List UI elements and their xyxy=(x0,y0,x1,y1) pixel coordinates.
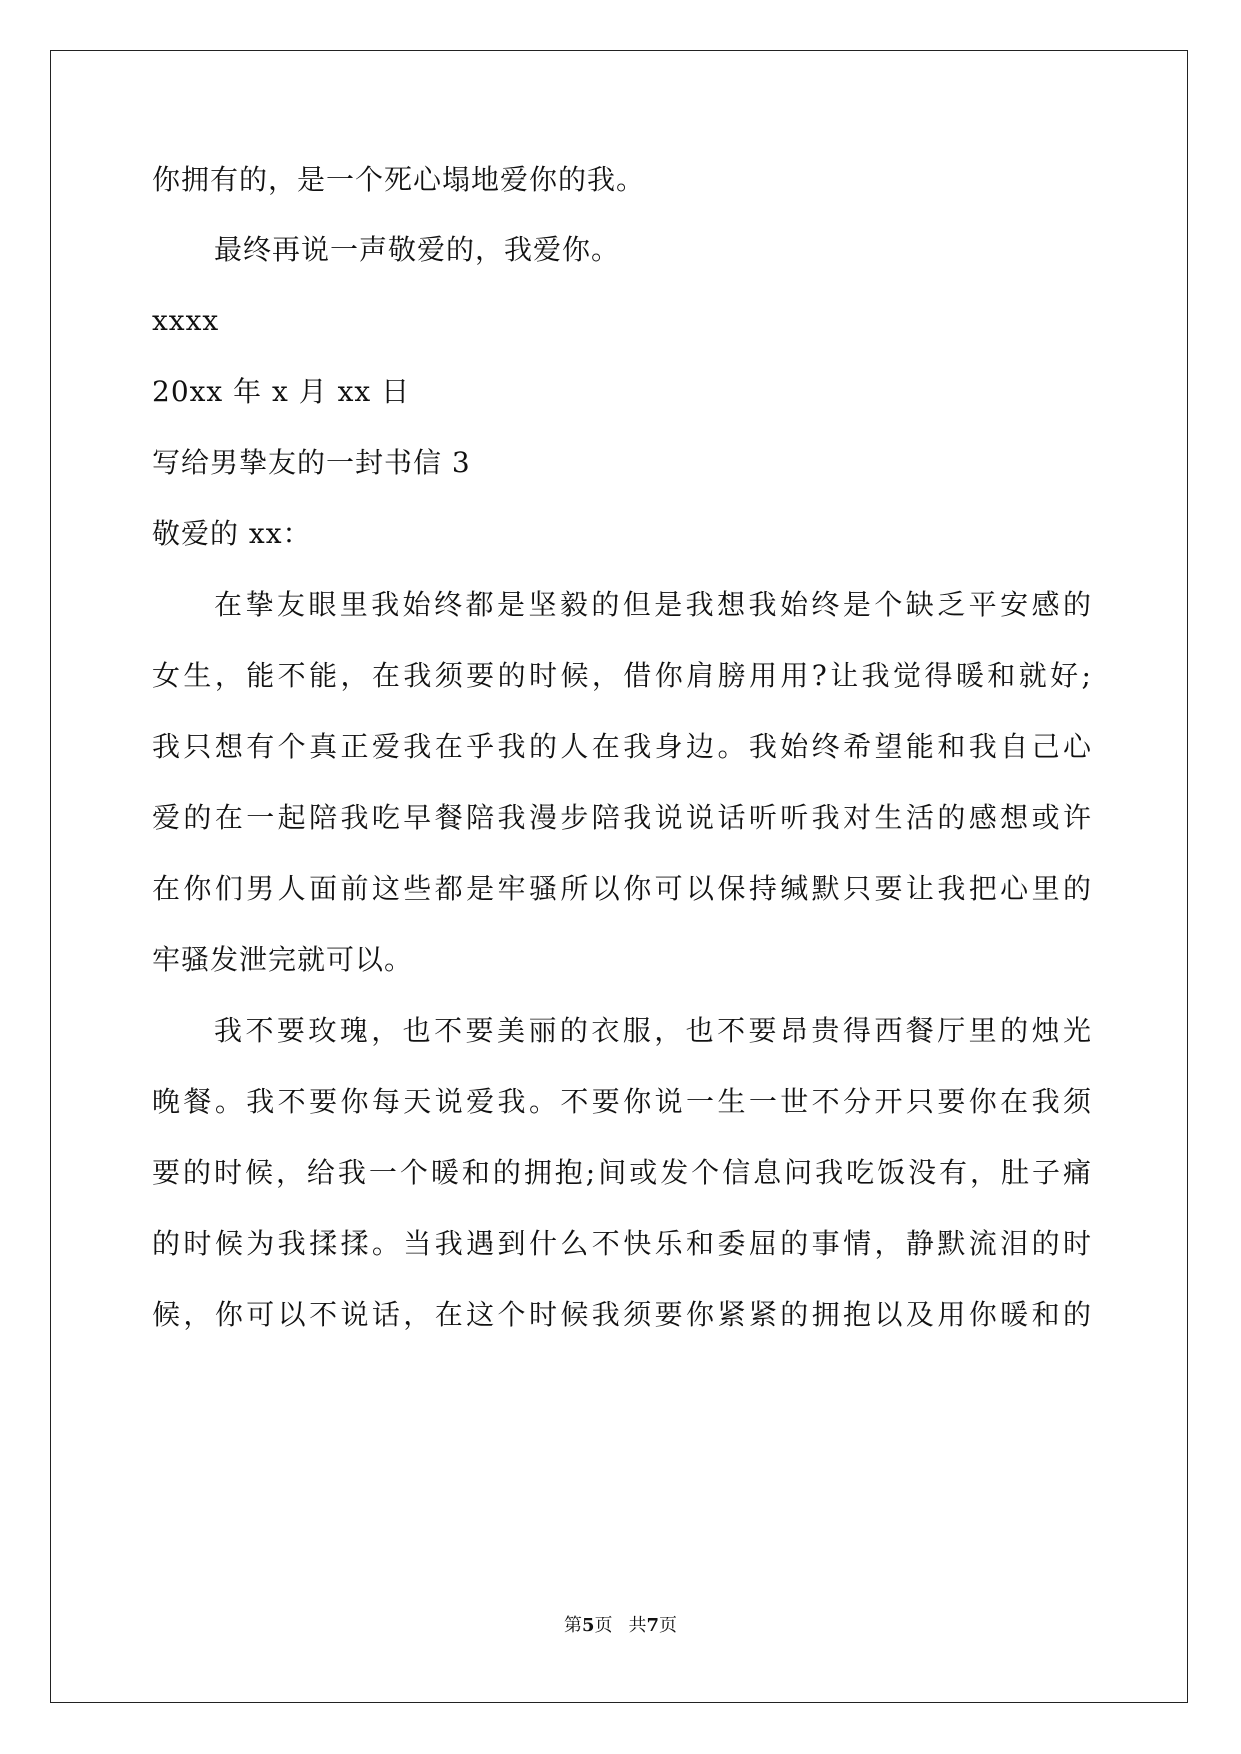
paragraph-1-line-1: 在挚友眼里我始终都是坚毅的但是我想我始终是个缺乏平安感的 xyxy=(214,588,1092,621)
paragraph-1-line-6: 牢骚发泄完就可以。 xyxy=(152,943,414,976)
section-heading: 写给男挚友的一封书信 3 xyxy=(152,446,471,479)
paragraph-1-line-3: 我只想有个真正爱我在乎我的人在我身边。我始终希望能和我自己心 xyxy=(152,730,1092,763)
page-footer xyxy=(0,1614,1241,1638)
total-prefix: 共 xyxy=(628,1615,647,1636)
paragraph-2-line-3: 要的时候，给我一个暖和的拥抱;间或发个信息问我吃饭没有，肚子痛 xyxy=(152,1156,1092,1189)
salutation: 敬爱的 xx： xyxy=(152,517,312,550)
paragraph-2-line-1: 我不要玫瑰，也不要美丽的衣服，也不要昂贵得西餐厅里的烛光 xyxy=(214,1014,1092,1047)
paragraph-2-line-4: 的时候为我揉揉。当我遇到什么不快乐和委屈的事情，静默流泪的时 xyxy=(152,1227,1092,1260)
signature: xxxx xyxy=(152,304,220,337)
total-unit: 页 xyxy=(659,1615,678,1636)
paragraph-2-line-5: 候，你可以不说话，在这个时候我须要你紧紧的拥抱以及用你暖和的 xyxy=(152,1298,1092,1331)
letter-date: 20xx 年 x 月 xx 日 xyxy=(152,375,411,408)
paragraph-2-line-2: 晚餐。我不要你每天说爱我。不要你说一生一世不分开只要你在我须 xyxy=(152,1085,1092,1118)
page-unit: 页 xyxy=(594,1615,613,1636)
paragraph-1-line-5: 在你们男人面前这些都是牢骚所以你可以保持缄默只要让我把心里的 xyxy=(152,872,1092,905)
text-line-closing-2: 最终再说一声敬爱的，我爱你。 xyxy=(214,233,621,266)
page-prefix: 第 xyxy=(563,1615,582,1636)
page-total: 7 xyxy=(646,1615,660,1636)
page-current: 5 xyxy=(581,1615,595,1636)
text-line-closing-1: 你拥有的，是一个死心塌地爱你的我。 xyxy=(152,163,646,196)
paragraph-1-line-2: 女生，能不能，在我须要的时候，借你肩膀用用?让我觉得暖和就好; xyxy=(152,659,1092,692)
paragraph-1-line-4: 爱的在一起陪我吃早餐陪我漫步陪我说说话听听我对生活的感想或许 xyxy=(152,801,1092,834)
